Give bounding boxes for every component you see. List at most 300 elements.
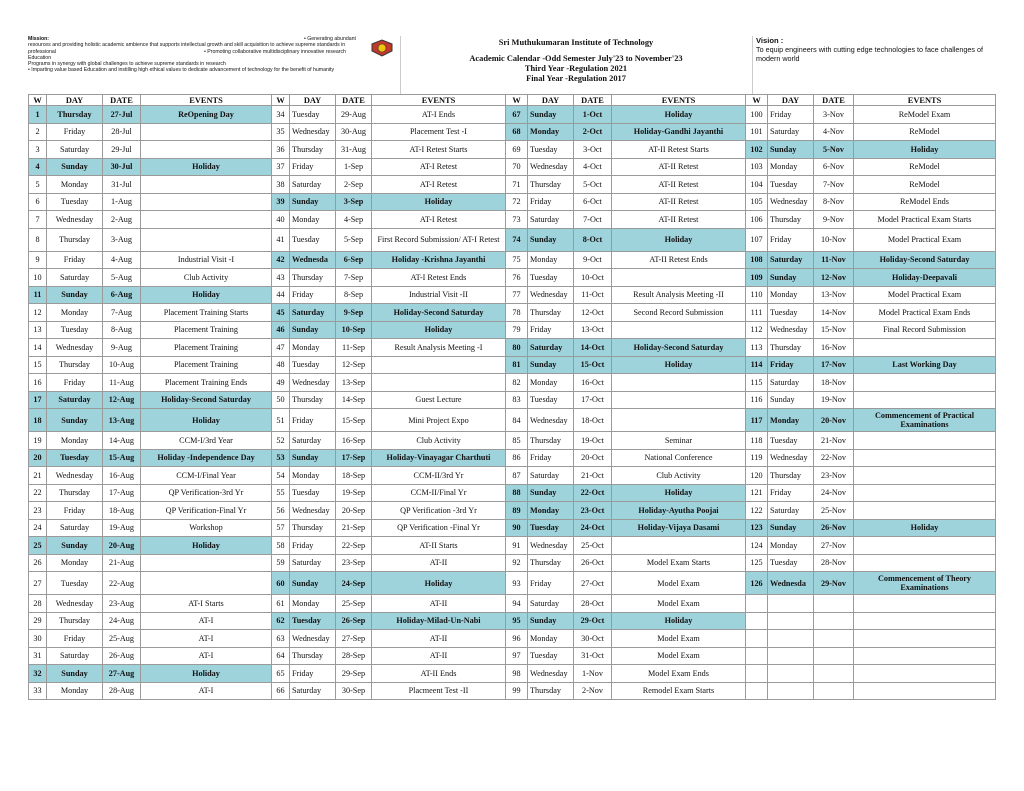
event-cell: Model Exam [612, 630, 746, 648]
day-name-cell: Tuesday [528, 647, 574, 665]
date-cell: 23-Aug [103, 595, 141, 613]
day-name-cell: Friday [290, 665, 336, 683]
event-cell: Holiday [372, 321, 506, 339]
week-number-cell: 72 [506, 193, 528, 211]
title-block [400, 36, 751, 94]
day-name-cell: Saturday [768, 374, 814, 392]
week-number-cell: 88 [506, 484, 528, 502]
date-cell: 15-Aug [103, 449, 141, 467]
week-number-cell: 92 [506, 554, 528, 572]
day-name-cell: Friday [528, 449, 574, 467]
day-name-cell: Monday [768, 537, 814, 555]
week-number-cell [746, 665, 768, 683]
calendar-row [29, 682, 996, 700]
event-cell: ReModel [854, 123, 996, 141]
date-cell: 9-Sep [336, 304, 372, 322]
week-number-cell: 49 [272, 374, 290, 392]
calendar-row [29, 554, 996, 572]
date-cell: 14-Aug [103, 432, 141, 450]
week-number-cell: 14 [29, 339, 47, 357]
date-cell: 22-Sep [336, 537, 372, 555]
mission-line: resources and providing holistic academic ambience that supports intellectual growth and skill acquisition to achieve supreme standards in professional [28, 42, 346, 55]
date-cell: 11-Sep [336, 339, 372, 357]
day-name-cell: Sunday [47, 286, 103, 304]
week-number-cell: 59 [272, 554, 290, 572]
day-name-cell: Monday [768, 158, 814, 176]
week-number-cell: 45 [272, 304, 290, 322]
date-cell: 8-Sep [336, 286, 372, 304]
date-cell: 29-Oct [574, 612, 612, 630]
event-cell: AT-I Starts [141, 595, 272, 613]
week-number-cell: 19 [29, 432, 47, 450]
event-cell: Last Working Day [854, 356, 996, 374]
day-name-cell: Saturday [290, 304, 336, 322]
day-name-cell: Saturday [528, 467, 574, 485]
calendar-body [29, 106, 996, 700]
date-cell: 16-Nov [814, 339, 854, 357]
calendar-row [29, 449, 996, 467]
week-number-cell: 31 [29, 647, 47, 665]
date-cell: 28-Oct [574, 595, 612, 613]
date-cell: 30-Jul [103, 158, 141, 176]
event-cell: AT-II [372, 647, 506, 665]
day-name-cell: Wednesday [528, 158, 574, 176]
date-cell: 11-Aug [103, 374, 141, 392]
calendar-row [29, 158, 996, 176]
week-number-cell: 27 [29, 572, 47, 595]
event-cell [141, 176, 272, 194]
week-number-cell: 8 [29, 228, 47, 251]
date-cell [814, 612, 854, 630]
event-cell [854, 682, 996, 700]
event-cell [854, 484, 996, 502]
event-cell: AT-I Retest [372, 211, 506, 229]
date-cell: 4-Nov [814, 123, 854, 141]
week-number-cell: 46 [272, 321, 290, 339]
date-cell: 8-Oct [574, 228, 612, 251]
mission-block [28, 36, 368, 94]
event-cell: AT-I Retest [372, 176, 506, 194]
event-cell: Model Exam [612, 647, 746, 665]
calendar-row [29, 321, 996, 339]
day-name-cell: Wednesday [768, 449, 814, 467]
week-number-cell: 56 [272, 502, 290, 520]
column-header: W [29, 95, 47, 106]
date-cell: 19-Aug [103, 519, 141, 537]
week-number-cell: 16 [29, 374, 47, 392]
week-number-cell: 89 [506, 502, 528, 520]
date-cell: 12-Nov [814, 269, 854, 287]
date-cell: 13-Aug [103, 409, 141, 432]
day-name-cell: Friday [47, 123, 103, 141]
date-cell: 21-Sep [336, 519, 372, 537]
day-name-cell: Sunday [528, 228, 574, 251]
event-cell: Workshop [141, 519, 272, 537]
day-name-cell [768, 665, 814, 683]
day-name-cell: Wednesday [768, 193, 814, 211]
date-cell: 25-Aug [103, 630, 141, 648]
week-number-cell: 43 [272, 269, 290, 287]
week-number-cell: 30 [29, 630, 47, 648]
day-name-cell: Monday [47, 682, 103, 700]
day-name-cell: Monday [528, 374, 574, 392]
event-cell: AT-I Ends [372, 106, 506, 124]
date-cell [814, 647, 854, 665]
week-number-cell: 115 [746, 374, 768, 392]
week-number-cell: 26 [29, 554, 47, 572]
date-cell: 27-Sep [336, 630, 372, 648]
event-cell: Holiday-Second Saturday [612, 339, 746, 357]
date-cell: 31-Oct [574, 647, 612, 665]
date-cell: 10-Aug [103, 356, 141, 374]
event-cell: Remodel Exam Starts [612, 682, 746, 700]
date-cell: 23-Sep [336, 554, 372, 572]
day-name-cell: Tuesday [528, 519, 574, 537]
event-cell: AT-II Retest Starts [612, 141, 746, 159]
day-name-cell: Wednesday [528, 286, 574, 304]
column-header: EVENTS [372, 95, 506, 106]
week-number-cell: 35 [272, 123, 290, 141]
day-name-cell: Saturday [290, 176, 336, 194]
date-cell: 12-Aug [103, 391, 141, 409]
day-name-cell: Wednesda [290, 251, 336, 269]
event-cell [854, 665, 996, 683]
event-cell [854, 502, 996, 520]
week-number-cell: 60 [272, 572, 290, 595]
regulation-final-year: Final Year -Regulation 2017 [526, 74, 626, 83]
day-name-cell: Saturday [47, 647, 103, 665]
event-cell [612, 321, 746, 339]
week-number-cell: 63 [272, 630, 290, 648]
event-cell: Holiday -Independence Day [141, 449, 272, 467]
mission-line: Programs in synergy with global challenges to achieve supreme standards in research [28, 61, 226, 68]
week-number-cell: 47 [272, 339, 290, 357]
column-header: EVENTS [141, 95, 272, 106]
event-cell: Holiday-Milad-Un-Nabi [372, 612, 506, 630]
week-number-cell: 1 [29, 106, 47, 124]
day-name-cell: Tuesday [290, 484, 336, 502]
date-cell: 18-Nov [814, 374, 854, 392]
day-name-cell: Thursday [290, 269, 336, 287]
calendar-row [29, 374, 996, 392]
week-number-cell: 57 [272, 519, 290, 537]
date-cell: 2-Sep [336, 176, 372, 194]
event-cell [141, 554, 272, 572]
event-cell [854, 612, 996, 630]
date-cell: 17-Nov [814, 356, 854, 374]
event-cell: Final Record Submission [854, 321, 996, 339]
event-cell: ReModel [854, 176, 996, 194]
date-cell: 5-Sep [336, 228, 372, 251]
day-name-cell: Sunday [528, 612, 574, 630]
calendar-row [29, 665, 996, 683]
event-cell: AT-I [141, 612, 272, 630]
week-number-cell: 64 [272, 647, 290, 665]
event-cell [854, 554, 996, 572]
date-cell: 2-Aug [103, 211, 141, 229]
date-cell: 24-Nov [814, 484, 854, 502]
date-cell: 17-Sep [336, 449, 372, 467]
event-cell: Seminar [612, 432, 746, 450]
calendar-row [29, 537, 996, 555]
event-cell: ReModel [854, 158, 996, 176]
event-cell [854, 630, 996, 648]
week-number-cell: 114 [746, 356, 768, 374]
event-cell [141, 123, 272, 141]
event-cell: Holiday [141, 158, 272, 176]
week-number-cell: 4 [29, 158, 47, 176]
date-cell: 29-Sep [336, 665, 372, 683]
column-header: DATE [103, 95, 141, 106]
day-name-cell: Thursday [47, 356, 103, 374]
column-header: DAY [47, 95, 103, 106]
day-name-cell: Monday [290, 211, 336, 229]
week-number-cell: 78 [506, 304, 528, 322]
date-cell: 6-Aug [103, 286, 141, 304]
institute-logo-icon [370, 39, 394, 57]
day-name-cell: Thursday [47, 106, 103, 124]
event-cell: Holiday [612, 612, 746, 630]
day-name-cell: Saturday [528, 339, 574, 357]
event-cell: AT-I Retest Ends [372, 269, 506, 287]
week-number-cell: 15 [29, 356, 47, 374]
date-cell: 18-Sep [336, 467, 372, 485]
day-name-cell: Saturday [47, 269, 103, 287]
calendar-row [29, 211, 996, 229]
day-name-cell: Wednesday [528, 409, 574, 432]
week-number-cell: 125 [746, 554, 768, 572]
day-name-cell: Wednesday [768, 321, 814, 339]
date-cell: 13-Sep [336, 374, 372, 392]
calendar-row [29, 339, 996, 357]
week-number-cell: 76 [506, 269, 528, 287]
week-number-cell: 66 [272, 682, 290, 700]
date-cell: 5-Nov [814, 141, 854, 159]
week-number-cell: 121 [746, 484, 768, 502]
week-number-cell: 41 [272, 228, 290, 251]
week-number-cell: 118 [746, 432, 768, 450]
calendar-row [29, 391, 996, 409]
event-cell: Holiday-Gandhi Jayanthi [612, 123, 746, 141]
institute-name: Sri Muthukumaran Institute of Technology [498, 38, 654, 47]
date-cell: 24-Aug [103, 612, 141, 630]
week-number-cell: 6 [29, 193, 47, 211]
event-cell: Club Activity [372, 432, 506, 450]
week-number-cell: 29 [29, 612, 47, 630]
week-number-cell: 34 [272, 106, 290, 124]
date-cell: 23-Oct [574, 502, 612, 520]
week-number-cell: 11 [29, 286, 47, 304]
date-cell: 14-Sep [336, 391, 372, 409]
event-cell [854, 391, 996, 409]
week-number-cell: 126 [746, 572, 768, 595]
date-cell: 29-Aug [336, 106, 372, 124]
week-number-cell: 70 [506, 158, 528, 176]
day-name-cell: Thursday [47, 228, 103, 251]
event-cell: Result Analysis Meeting -I [372, 339, 506, 357]
day-name-cell: Wednesday [290, 502, 336, 520]
date-cell [814, 595, 854, 613]
day-name-cell: Thursday [290, 141, 336, 159]
mission-bullet-2: • Promoting collaborative multidisciplinary innovative research [204, 48, 346, 55]
date-cell: 16-Oct [574, 374, 612, 392]
week-number-cell: 97 [506, 647, 528, 665]
event-cell: AT-II Starts [372, 537, 506, 555]
calendar-row [29, 630, 996, 648]
day-name-cell: Monday [290, 467, 336, 485]
week-number-cell: 87 [506, 467, 528, 485]
date-cell: 1-Nov [574, 665, 612, 683]
event-cell: Placement Training [141, 356, 272, 374]
week-number-cell: 23 [29, 502, 47, 520]
date-cell: 25-Sep [336, 595, 372, 613]
week-number-cell: 112 [746, 321, 768, 339]
event-cell: Model Exam Starts [612, 554, 746, 572]
date-cell: 3-Sep [336, 193, 372, 211]
day-name-cell: Thursday [47, 612, 103, 630]
event-cell: Industrial Visit -I [141, 251, 272, 269]
day-name-cell: Friday [47, 374, 103, 392]
event-cell: QP Verification -3rd Yr [372, 502, 506, 520]
event-cell [141, 141, 272, 159]
calendar-row [29, 519, 996, 537]
event-cell: Commencement of Practical Examinations [854, 409, 996, 432]
date-cell: 31-Jul [103, 176, 141, 194]
event-cell [612, 537, 746, 555]
week-number-cell: 113 [746, 339, 768, 357]
date-cell: 19-Oct [574, 432, 612, 450]
week-number-cell: 54 [272, 467, 290, 485]
week-number-cell: 61 [272, 595, 290, 613]
date-cell: 2-Oct [574, 123, 612, 141]
week-number-cell: 58 [272, 537, 290, 555]
column-header: W [746, 95, 768, 106]
event-cell: Result Analysis Meeting -II [612, 286, 746, 304]
day-name-cell: Saturday [47, 391, 103, 409]
event-cell: AT-I [141, 647, 272, 665]
week-number-cell: 109 [746, 269, 768, 287]
week-number-cell: 51 [272, 409, 290, 432]
date-cell: 30-Oct [574, 630, 612, 648]
date-cell: 28-Sep [336, 647, 372, 665]
week-number-cell: 85 [506, 432, 528, 450]
day-name-cell: Sunday [47, 665, 103, 683]
day-name-cell [768, 682, 814, 700]
week-number-cell [746, 630, 768, 648]
date-cell: 31-Aug [336, 141, 372, 159]
week-number-cell: 13 [29, 321, 47, 339]
event-cell: Holiday [854, 141, 996, 159]
event-cell: QP Verification -Final Yr [372, 519, 506, 537]
column-header: EVENTS [854, 95, 996, 106]
day-name-cell: Wednesday [47, 339, 103, 357]
event-cell [372, 356, 506, 374]
date-cell: 2-Nov [574, 682, 612, 700]
event-cell: AT-I Retest Starts [372, 141, 506, 159]
week-number-cell: 77 [506, 286, 528, 304]
date-cell: 13-Nov [814, 286, 854, 304]
event-cell: Holiday [141, 409, 272, 432]
event-cell: Holiday-Ayutha Poojai [612, 502, 746, 520]
event-cell: Placement Training [141, 321, 272, 339]
week-number-cell: 90 [506, 519, 528, 537]
day-name-cell: Saturday [768, 502, 814, 520]
event-cell: Holiday-Vijaya Dasami [612, 519, 746, 537]
date-cell: 12-Oct [574, 304, 612, 322]
event-cell: QP Verification-3rd Yr [141, 484, 272, 502]
event-cell: Holiday-Second Saturday [372, 304, 506, 322]
day-name-cell: Wednesda [768, 572, 814, 595]
week-number-cell [746, 612, 768, 630]
event-cell [612, 374, 746, 392]
event-cell: Holiday [612, 484, 746, 502]
day-name-cell: Monday [528, 123, 574, 141]
event-cell [854, 339, 996, 357]
date-cell: 14-Oct [574, 339, 612, 357]
day-name-cell: Thursday [768, 467, 814, 485]
date-cell: 21-Nov [814, 432, 854, 450]
date-cell: 9-Nov [814, 211, 854, 229]
event-cell: ReOpening Day [141, 106, 272, 124]
calendar-row [29, 141, 996, 159]
week-number-cell: 39 [272, 193, 290, 211]
day-name-cell: Sunday [290, 193, 336, 211]
date-cell: 25-Oct [574, 537, 612, 555]
day-name-cell [768, 612, 814, 630]
date-cell: 30-Sep [336, 682, 372, 700]
day-name-cell: Friday [47, 630, 103, 648]
event-cell: Holiday [612, 228, 746, 251]
date-cell: 20-Sep [336, 502, 372, 520]
day-name-cell: Saturday [768, 123, 814, 141]
event-cell: Mini Project Expo [372, 409, 506, 432]
week-number-cell: 5 [29, 176, 47, 194]
date-cell: 25-Nov [814, 502, 854, 520]
column-header: DAY [290, 95, 336, 106]
column-header: W [506, 95, 528, 106]
regulation-third-year: Third Year -Regulation 2021 [524, 64, 628, 73]
day-name-cell: Friday [290, 537, 336, 555]
week-number-cell: 33 [29, 682, 47, 700]
week-number-cell: 28 [29, 595, 47, 613]
week-number-cell: 102 [746, 141, 768, 159]
event-cell [854, 449, 996, 467]
event-cell: AT-II Ends [372, 665, 506, 683]
week-number-cell: 18 [29, 409, 47, 432]
date-cell: 4-Sep [336, 211, 372, 229]
calendar-row [29, 251, 996, 269]
event-cell [612, 409, 746, 432]
day-name-cell: Tuesday [768, 176, 814, 194]
day-name-cell: Friday [290, 286, 336, 304]
day-name-cell: Wednesday [47, 595, 103, 613]
calendar-row [29, 595, 996, 613]
date-cell: 17-Aug [103, 484, 141, 502]
event-cell: Placement Test -I [372, 123, 506, 141]
event-cell: Club Activity [612, 467, 746, 485]
date-cell: 18-Aug [103, 502, 141, 520]
calendar-row [29, 467, 996, 485]
week-number-cell: 10 [29, 269, 47, 287]
week-number-cell: 42 [272, 251, 290, 269]
date-cell: 7-Nov [814, 176, 854, 194]
week-number-cell: 73 [506, 211, 528, 229]
vision-text: To equip engineers with cutting edge technologies to face challenges of modern world [756, 45, 983, 63]
day-name-cell [768, 595, 814, 613]
week-number-cell: 94 [506, 595, 528, 613]
week-number-cell: 116 [746, 391, 768, 409]
calendar-table [28, 94, 996, 700]
